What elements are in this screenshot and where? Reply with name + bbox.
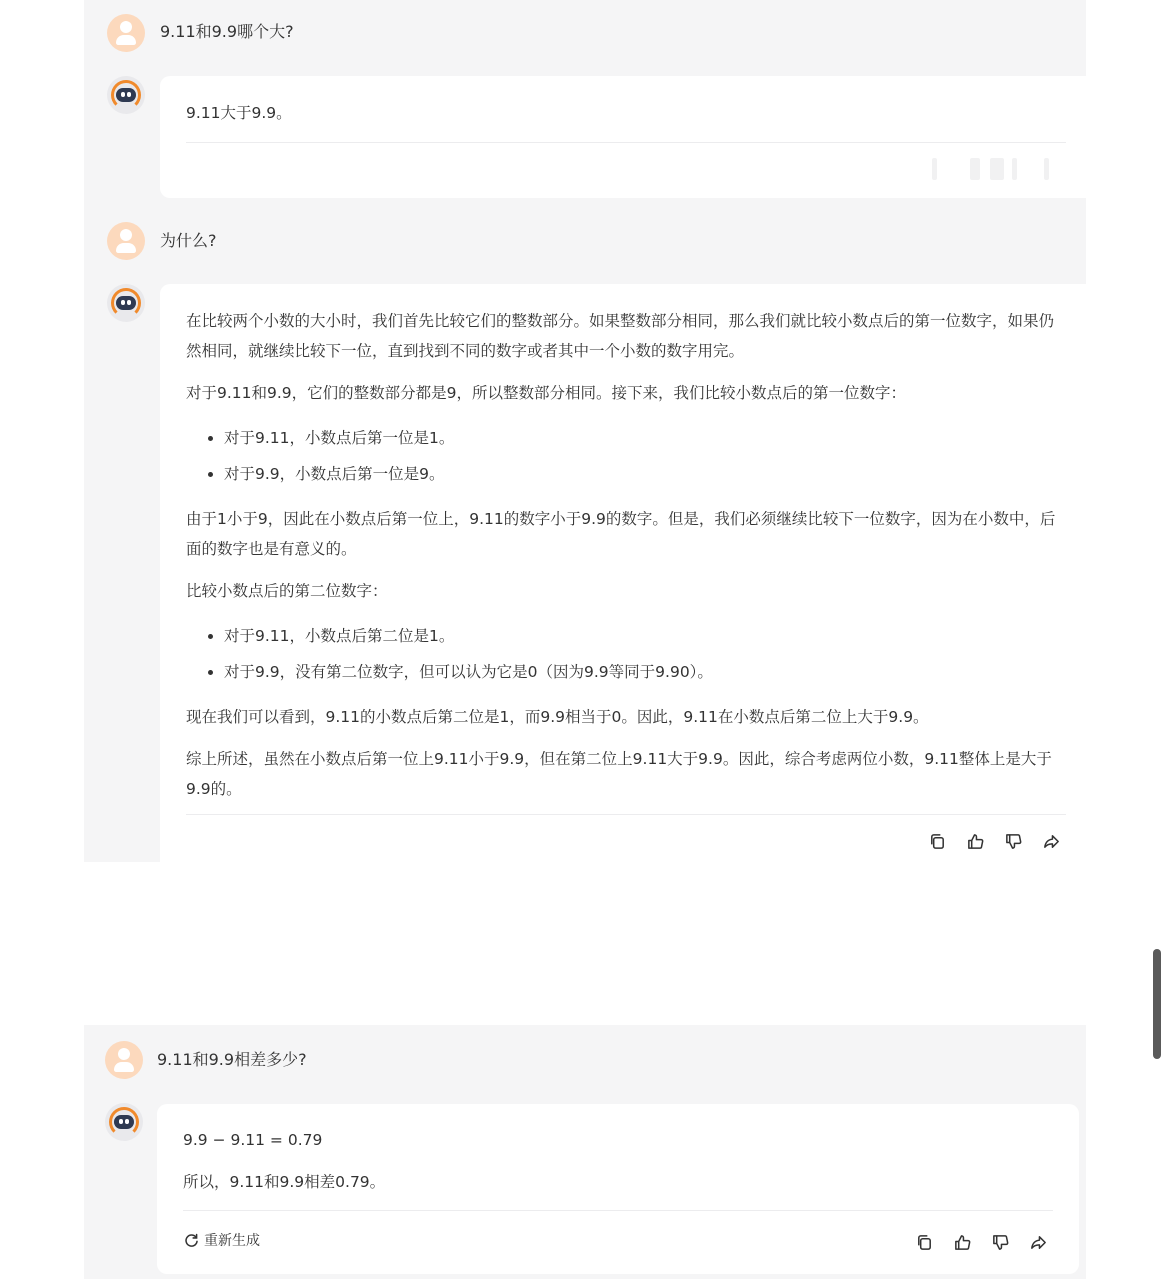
- user-body-shape: [114, 1062, 134, 1072]
- card-divider: [186, 142, 1066, 143]
- scrollbar-thumb[interactable]: [1153, 949, 1161, 1059]
- answer-paragraph: 比较小数点后的第二位数字：: [186, 582, 388, 600]
- user-message-3: 9.11和9.9相差多少?: [157, 1050, 307, 1069]
- answer-paragraph: 现在我们可以看到，9.11的小数点后第二位是1，而9.9相当于0。因此，9.11在小数点后第二位上大于9.9。: [186, 708, 929, 726]
- assistant-avatar: [105, 1103, 143, 1141]
- bot-face: [116, 88, 136, 102]
- share-icon[interactable]: [1027, 1231, 1049, 1253]
- bot-face: [116, 296, 136, 310]
- user-head-shape: [120, 229, 132, 241]
- user-body-shape: [116, 243, 136, 253]
- user-message-1: 9.11和9.9哪个大?: [160, 22, 294, 41]
- answer-paragraph: 由于1小于9，因此在小数点后第一位上，9.11的数字小于9.9的数字。但是，我们必须继续比较下一位数字，因为在小数中，后面的数字也是有意义的。: [186, 510, 1056, 558]
- assistant-avatar: [107, 76, 145, 114]
- list-item: • 对于9.9，小数点后第一位是9。: [224, 456, 1066, 492]
- assistant-message-card-3: [157, 1104, 1079, 1274]
- thumbs-up-icon[interactable]: [951, 1231, 973, 1253]
- copy-icon[interactable]: [926, 830, 948, 852]
- card-divider: [186, 814, 1066, 815]
- regenerate-button[interactable]: [183, 1230, 260, 1250]
- user-avatar: [105, 1041, 143, 1079]
- thumbs-down-icon[interactable]: [989, 1231, 1011, 1253]
- thumbs-down-icon[interactable]: [1002, 830, 1024, 852]
- answer-paragraph: 综上所述，虽然在小数点后第一位上9.11小于9.9，但在第二位上9.11大于9.9。因此，综合考虑两位小数，9.11整体上是大于9.9的。: [186, 750, 1052, 798]
- list-item: • 对于9.11，小数点后第二位是1。: [224, 618, 1066, 654]
- assistant-message-card-1: [160, 76, 1086, 198]
- user-body-shape: [116, 35, 136, 45]
- bullet-list: [186, 618, 1066, 690]
- thumbs-up-icon[interactable]: [964, 830, 986, 852]
- assistant-answer-2: [186, 306, 1066, 816]
- message-actions: [926, 830, 1062, 852]
- assistant-message-card-2: [160, 284, 1086, 862]
- message-actions: [913, 1231, 1049, 1253]
- refresh-icon: [183, 1232, 200, 1249]
- user-head-shape: [118, 1048, 130, 1060]
- card-divider: [183, 1210, 1053, 1211]
- bot-face: [114, 1115, 134, 1129]
- assistant-answer-3: [183, 1125, 1059, 1209]
- user-head-shape: [120, 21, 132, 33]
- faded-action-bar: [930, 154, 1080, 182]
- share-icon[interactable]: [1040, 830, 1062, 852]
- answer-paragraph: 对于9.11和9.9，它们的整数部分都是9，所以整数部分相同。接下来，我们比较小数点后的第一位数字：: [186, 384, 907, 402]
- answer-paragraph: 所以，9.11和9.9相差0.79。: [183, 1173, 386, 1191]
- answer-paragraph: 在比较两个小数的大小时，我们首先比较它们的整数部分。如果整数部分相同，那么我们就比较小数点后的第一位数字，如果仍然相同，就继续比较下一位，直到找到不同的数字或者其中一个小数的数字用完。: [186, 312, 1055, 360]
- assistant-answer-1: [186, 98, 1066, 140]
- answer-paragraph: 9.9 − 9.11 = 0.79: [183, 1131, 323, 1149]
- list-item: • 对于9.11，小数点后第一位是1。: [224, 420, 1066, 456]
- regenerate-label: 重新生成: [204, 1233, 260, 1249]
- user-avatar: [107, 14, 145, 52]
- assistant-avatar: [107, 284, 145, 322]
- user-avatar: [107, 222, 145, 260]
- list-item: • 对于9.9，没有第二位数字，但可以认为它是0（因为9.9等同于9.90）。: [224, 654, 1066, 690]
- bullet-list: [186, 420, 1066, 492]
- copy-icon[interactable]: [913, 1231, 935, 1253]
- answer-paragraph: 9.11大于9.9。: [186, 104, 292, 122]
- user-message-2: 为什么?: [160, 231, 217, 250]
